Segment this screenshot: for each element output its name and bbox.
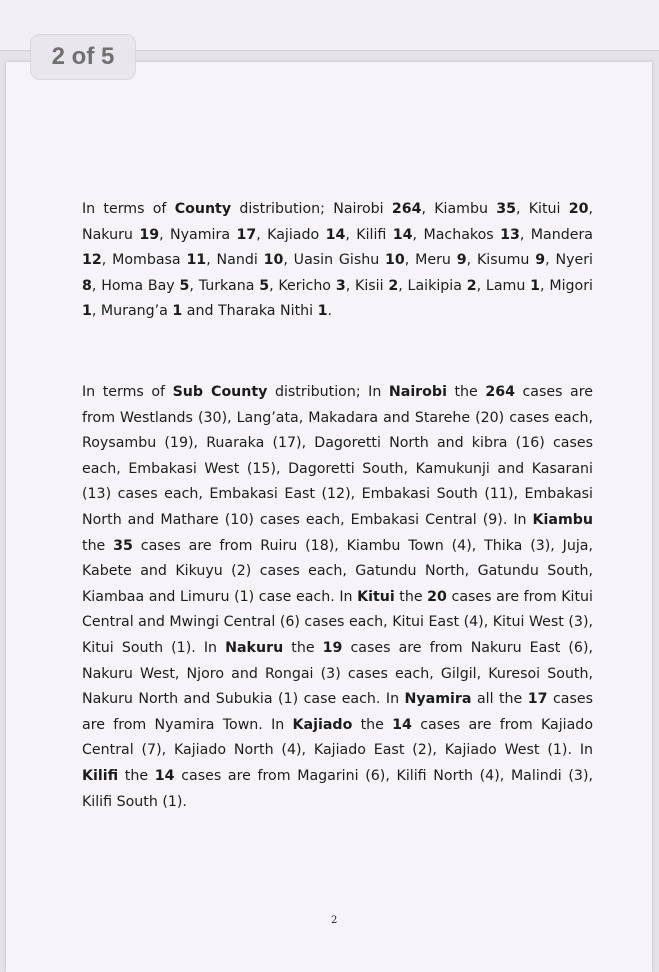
bold-text-segment: 1 — [317, 303, 328, 320]
text-segment: distribution; In — [267, 384, 389, 400]
bold-text-segment: Sub County — [172, 384, 268, 400]
bold-text-segment: 12 — [82, 252, 102, 269]
sub-county-distribution-paragraph — [82, 380, 593, 815]
text-segment: cases are from Westlands (30), Lang’ata, Makadara and Starehe (20) cases each, Roysambu (19), Ruaraka (17), Dagoretti North and kibra (16) cases each, Embakasi West (15), Dagoretti South, Kamukunji and Kasarani (13) cases each, Embakasi East (12), Embakasi South (11), Embakasi North and Mathare (10) cases each, Embakasi Central (9). In — [82, 384, 593, 528]
text-segment: , Kitui — [515, 201, 569, 217]
text-segment: and Tharaka Nithi — [182, 303, 318, 320]
text-segment: , Kilifi — [345, 226, 393, 243]
bold-text-segment: 19 — [139, 226, 160, 243]
bold-text-segment: 1 — [530, 277, 541, 294]
text-segment: the — [82, 537, 114, 554]
bold-text-segment: 11 — [186, 252, 207, 269]
county-distribution-paragraph — [82, 197, 593, 325]
bold-text-segment: 19 — [322, 639, 343, 656]
text-segment: , Kisumu — [466, 252, 536, 269]
bold-text-segment: Nairobi — [388, 384, 447, 400]
text-segment: , Lamu — [476, 277, 531, 294]
bold-text-segment: Kitui — [357, 588, 395, 605]
bold-text-segment: 14 — [392, 226, 413, 243]
text-segment: the — [394, 588, 428, 605]
bold-text-segment: 35 — [113, 537, 133, 554]
text-segment: , Turkana — [189, 277, 260, 294]
text-segment: the — [283, 639, 323, 656]
bold-text-segment: Kilifi — [82, 767, 119, 784]
bold-text-segment: 9 — [456, 252, 467, 269]
document-page[interactable] — [6, 62, 652, 972]
text-segment: , Meru — [404, 252, 457, 269]
bold-text-segment: 14 — [325, 226, 346, 243]
bold-text-segment: 20 — [427, 588, 447, 605]
bold-text-segment: 264 — [391, 201, 422, 217]
text-segment: , Mombasa — [101, 252, 187, 269]
bold-text-segment: 1 — [172, 303, 183, 320]
text-segment: , Laikipia — [398, 277, 467, 294]
bold-text-segment: 17 — [236, 226, 257, 243]
bold-text-segment: 10 — [385, 252, 405, 269]
page-number: 2 — [331, 915, 338, 926]
bold-text-segment: 264 — [485, 384, 515, 400]
bold-text-segment: Kajiado — [292, 716, 353, 733]
text-segment: , Kericho — [269, 277, 336, 294]
bold-text-segment: 5 — [259, 277, 270, 294]
text-segment: , Kiambu — [421, 201, 497, 217]
bold-text-segment: County — [174, 201, 232, 217]
text-segment: the — [352, 716, 393, 733]
text-segment: , Migori — [540, 277, 593, 294]
text-segment: , Homa Bay — [91, 277, 180, 294]
text-segment: distribution; Nairobi — [231, 201, 392, 217]
bold-text-segment: 35 — [496, 201, 516, 217]
text-segment: all the — [471, 691, 528, 708]
bold-text-segment: Nakuru — [225, 639, 284, 656]
bold-text-segment: 14 — [392, 716, 412, 733]
text-segment: , Kisii — [345, 277, 389, 294]
text-segment: , Kajiado — [256, 226, 326, 243]
text-segment: In terms of — [82, 384, 173, 400]
text-segment: cases are from Ruiru (18), Kiambu Town (4), Thika (3), Juja, Kabete and Kikuyu (2) cases each, Gatundu North, Gatundu South, Kiambaa and Limuru (1) case each. In — [82, 537, 593, 605]
bold-text-segment: 2 — [388, 277, 399, 294]
text-segment: , Nyamira — [159, 226, 237, 243]
text-segment: the — [446, 384, 486, 400]
text-segment: cases are from Magarini (6), Kilifi North (4), Malindi (3), Kilifi South (1). — [82, 767, 593, 810]
bold-text-segment: 5 — [179, 277, 190, 294]
text-segment: , Nandi — [206, 252, 264, 269]
text-segment: cases are from Kitui Central and Mwingi Central (6) cases each, Kitui East (4), Kitui West (3), Kitui South (1). In — [82, 588, 593, 656]
bold-text-segment: 3 — [335, 277, 346, 294]
page-counter-badge: 2 of 5 — [30, 34, 136, 80]
bold-text-segment: 20 — [568, 201, 589, 217]
text-segment: cases are from Nakuru East (6), Nakuru West, Njoro and Rongai (3) cases each, Gilgil, Kuresoi South, Nakuru North and Subukia (1) case each. In — [82, 639, 593, 708]
text-segment: , Nakuru — [82, 201, 593, 243]
bold-text-segment: 8 — [82, 277, 92, 294]
text-segment: , Nyeri — [545, 252, 593, 269]
text-segment: the — [118, 767, 155, 784]
text-segment: , Mandera — [519, 226, 593, 243]
bold-text-segment: 2 — [466, 277, 477, 294]
text-segment: , Machakos — [412, 226, 501, 243]
text-segment: In terms of — [82, 201, 175, 217]
bold-text-segment: 1 — [82, 303, 92, 320]
text-segment: . — [327, 303, 332, 320]
bold-text-segment: 9 — [535, 252, 546, 269]
text-segment: cases are from Nyamira Town. In — [82, 691, 593, 733]
text-segment: , Uasin Gishu — [283, 252, 386, 269]
bold-text-segment: 13 — [500, 226, 520, 243]
text-segment: cases are from Kajiado Central (7), Kajiado North (4), Kajiado East (2), Kajiado West (1). In — [82, 716, 593, 759]
text-segment: , Murang’a — [91, 303, 173, 320]
bold-text-segment: Nyamira — [404, 691, 472, 708]
bold-text-segment: Kiambu — [532, 511, 593, 528]
bold-text-segment: 14 — [154, 767, 175, 784]
bold-text-segment: 10 — [263, 252, 284, 269]
bold-text-segment: 17 — [527, 691, 548, 708]
